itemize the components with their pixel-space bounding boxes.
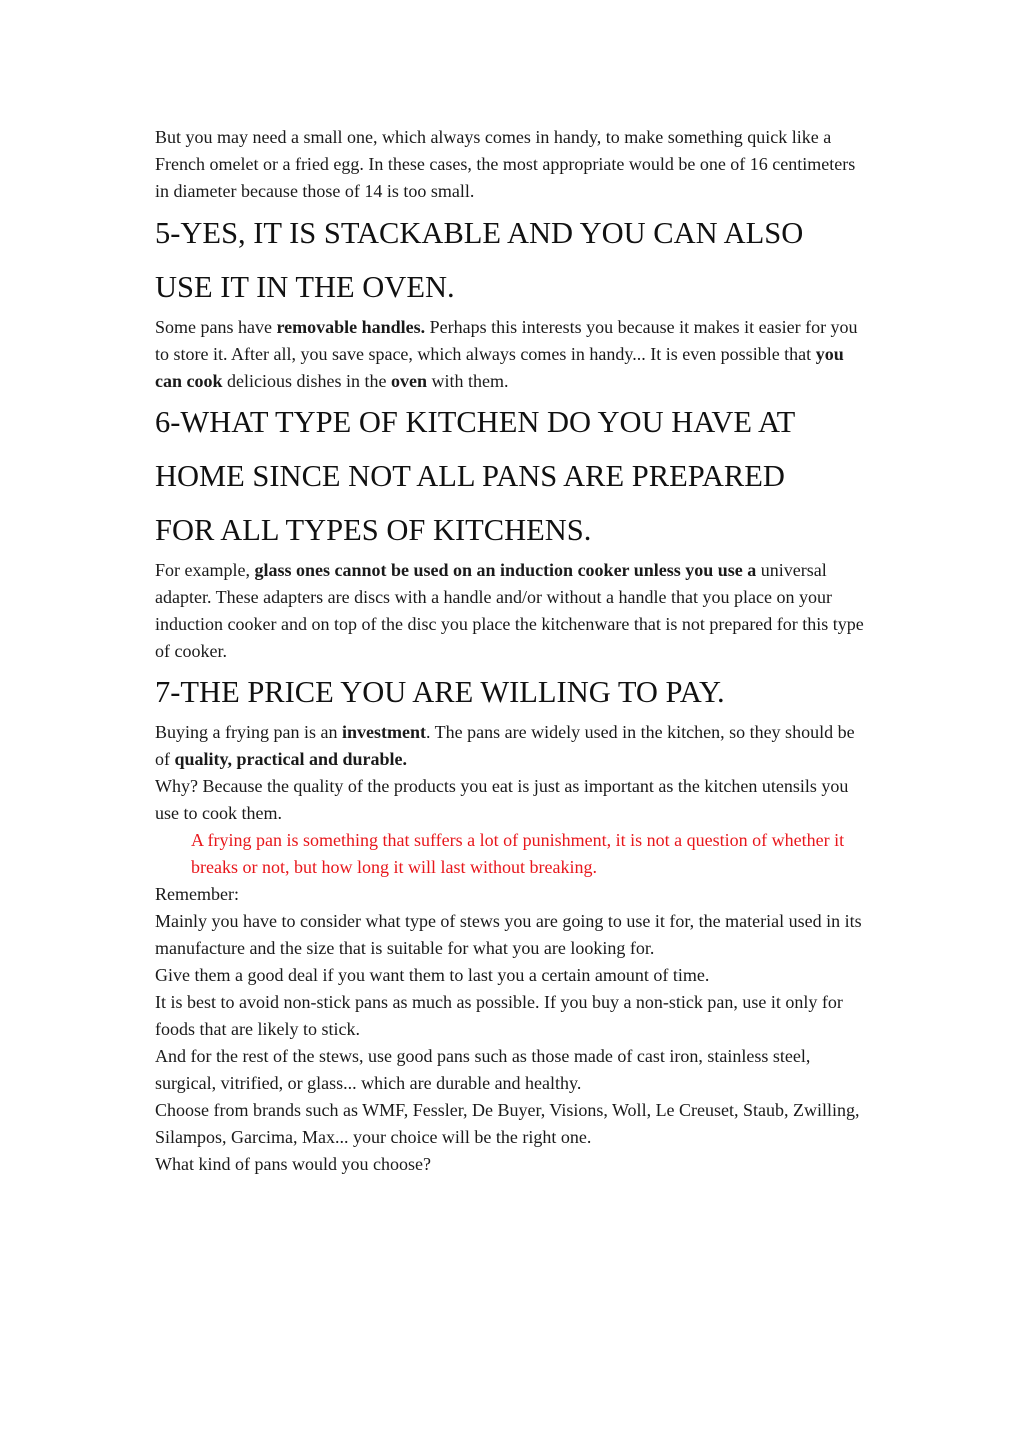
bold-quality: quality, practical and durable.	[174, 749, 408, 769]
section-6-heading	[155, 395, 867, 557]
bold-glass-warning: glass ones cannot be used on an induction cooker unless you use a	[254, 560, 757, 580]
text-run: Buying a frying pan is an	[155, 722, 342, 742]
bold-you-can-cook: you can cook	[155, 344, 844, 391]
text-run: universal adapter. These adapters are discs with a handle and/or without a handle that you place on your induction cooker and on top of the disc you place the kitchenware that is not prepared for this type of cooker.	[155, 560, 864, 661]
section-5-heading-line-1: 5-YES, IT IS STACKABLE AND YOU CAN ALSO	[155, 216, 804, 250]
text-run: delicious dishes in the	[222, 371, 391, 391]
section-6-heading-line-1: 6-WHAT TYPE OF KITCHEN DO YOU HAVE AT	[155, 405, 796, 439]
bold-oven: oven	[390, 371, 427, 391]
section-5-heading	[155, 206, 867, 314]
section-7-paragraph-4: Mainly you have to consider what type of stews you are going to use it for, the material used in its manufacture and the size that is suitable for what you are looking for.	[155, 911, 862, 958]
section-6-heading-line-3: FOR ALL TYPES OF KITCHENS.	[155, 513, 592, 547]
bold-investment: investment	[341, 722, 426, 742]
section-6-paragraph	[155, 557, 867, 665]
section-7-paragraph-5: Give them a good deal if you want them to last you a certain amount of time.	[155, 965, 710, 985]
text-run: with them.	[426, 371, 509, 391]
section-5-paragraph	[155, 314, 867, 395]
section-7-paragraph-2: Why? Because the quality of the products you eat is just as important as the kitchen utensils you use to cook them.	[155, 776, 849, 823]
section-7-paragraph-7: And for the rest of the stews, use good pans such as those made of cast iron, stainless steel, surgical, vitrified, or glass... which are durable and healthy.	[155, 1046, 811, 1093]
section-7-paragraph-8: Choose from brands such as WMF, Fessler, De Buyer, Visions, Woll, Le Creuset, Staub, Zwilling, Silampos, Garcima, Max... your choice will be the right one.	[155, 1100, 860, 1147]
bold-removable-handles: removable handles.	[276, 317, 426, 337]
document-page	[155, 124, 867, 1178]
text-run: Perhaps this interests you because it makes it easier for you to store it. After all, you save space, which always comes in handy... It is even possible that	[155, 317, 858, 364]
closing-question: What kind of pans would you choose?	[155, 1154, 431, 1174]
section-7-heading: 7-THE PRICE YOU ARE WILLING TO PAY.	[155, 675, 725, 709]
text-run: For example,	[155, 560, 255, 580]
section-5-heading-line-2: USE IT IN THE OVEN.	[155, 270, 455, 304]
section-7-paragraph-1	[155, 719, 867, 773]
text-run: Some pans have	[155, 317, 277, 337]
text-run: . The pans are widely used in the kitchen, so they should be of	[155, 722, 855, 769]
remember-label: Remember:	[155, 884, 239, 904]
intro-paragraph: But you may need a small one, which always comes in handy, to make something quick like a French omelet or a fried egg. In these cases, the most appropriate would be one of 16 centimeters in diameter because those of 14 is too small.	[155, 127, 856, 201]
highlight-quote: A frying pan is something that suffers a lot of punishment, it is not a question of whether it breaks or not, but how long it will last without breaking.	[191, 830, 845, 877]
section-7-paragraph-6: It is best to avoid non-stick pans as much as possible. If you buy a non-stick pan, use it only for foods that are likely to stick.	[155, 992, 843, 1039]
section-6-heading-line-2: HOME SINCE NOT ALL PANS ARE PREPARED	[155, 459, 785, 493]
